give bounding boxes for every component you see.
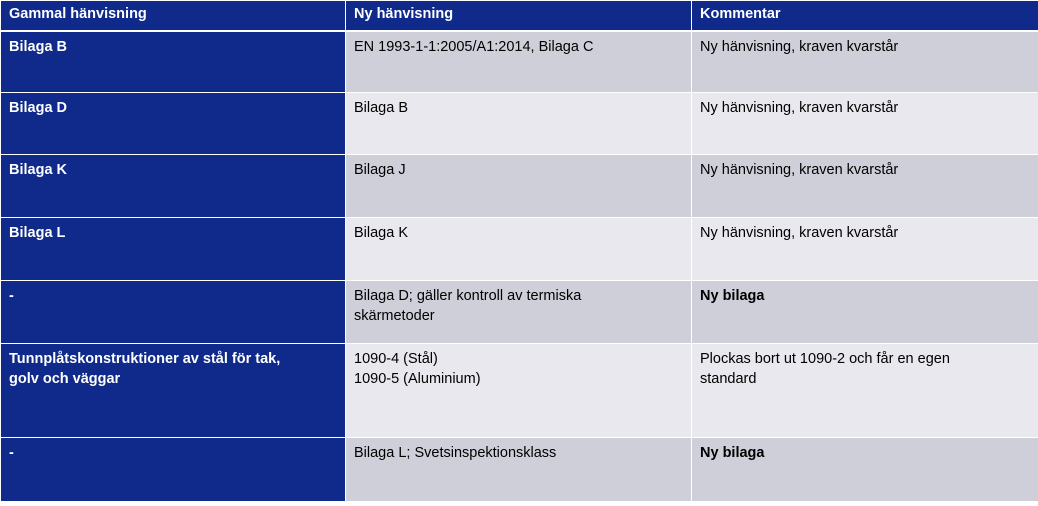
new-reference-cell bbox=[346, 438, 692, 502]
table-row bbox=[1, 31, 1038, 93]
cell-line: Bilaga J bbox=[354, 162, 406, 178]
comment-cell bbox=[692, 438, 1038, 502]
cell-line: 1090-5 (Aluminium) bbox=[354, 371, 481, 387]
cell-line: Bilaga D; gäller kontroll av termiska bbox=[354, 288, 582, 304]
old-reference-cell bbox=[1, 93, 346, 155]
cell-line: Ny hänvisning, kraven kvarstår bbox=[700, 38, 899, 55]
cell-line: Bilaga K bbox=[354, 225, 409, 241]
comment-cell bbox=[692, 31, 1038, 93]
cell-line: Ny hänvisning, kraven kvarstår bbox=[700, 162, 899, 178]
new-reference-cell bbox=[346, 93, 692, 155]
new-reference-cell bbox=[346, 281, 692, 344]
cell-line: Bilaga D bbox=[9, 100, 68, 116]
cell-line: EN 1993-1-1:2005/A1:2014, Bilaga C bbox=[354, 38, 594, 55]
table-row bbox=[1, 93, 1038, 155]
old-reference-cell bbox=[1, 31, 346, 93]
cell-line: Bilaga L; Svetsinspektionsklass bbox=[354, 445, 557, 461]
table-row bbox=[1, 218, 1038, 281]
comment-cell bbox=[692, 344, 1038, 438]
comment-cell bbox=[692, 281, 1038, 344]
old-reference-cell bbox=[1, 438, 346, 502]
cell-line: skärmetoder bbox=[354, 308, 435, 324]
new-reference-cell bbox=[346, 218, 692, 281]
table-row bbox=[1, 281, 1038, 344]
comment-cell bbox=[692, 93, 1038, 155]
cell-line: Ny hänvisning, kraven kvarstår bbox=[700, 100, 899, 116]
comment-cell bbox=[692, 155, 1038, 218]
cell-line: Ny bilaga bbox=[700, 445, 765, 461]
cell-line: - bbox=[9, 288, 14, 304]
cell-line: Bilaga L bbox=[9, 225, 66, 241]
header-old-reference: Gammal hänvisning bbox=[1, 1, 346, 31]
old-reference-cell bbox=[1, 344, 346, 438]
cell-line: Bilaga B bbox=[9, 38, 68, 55]
header-new-reference: Ny hänvisning bbox=[346, 1, 692, 31]
new-reference-cell bbox=[346, 344, 692, 438]
old-reference-cell bbox=[1, 155, 346, 218]
cell-line: Plockas bort ut 1090-2 och får en egen bbox=[700, 351, 950, 367]
cell-line: standard bbox=[700, 371, 757, 387]
new-reference-cell bbox=[346, 155, 692, 218]
comment-cell bbox=[692, 218, 1038, 281]
old-reference-cell bbox=[1, 218, 346, 281]
cell-line: Tunnplåtskonstruktioner av stål för tak, bbox=[9, 351, 281, 367]
table-row bbox=[1, 155, 1038, 218]
cell-line: - bbox=[9, 445, 14, 461]
cell-line: Ny bilaga bbox=[700, 288, 765, 304]
cell-line: Ny hänvisning, kraven kvarstår bbox=[700, 225, 899, 241]
new-reference-cell bbox=[346, 31, 692, 93]
cell-line: golv och väggar bbox=[9, 371, 121, 387]
old-reference-cell bbox=[1, 281, 346, 344]
table-row bbox=[1, 344, 1038, 438]
header-comment: Kommentar bbox=[692, 1, 1038, 31]
cell-line: 1090-4 (Stål) bbox=[354, 351, 438, 367]
cell-line: Bilaga K bbox=[9, 162, 68, 178]
cell-line: Bilaga B bbox=[354, 100, 409, 116]
header-row bbox=[1, 1, 1038, 31]
table-row bbox=[1, 438, 1038, 502]
